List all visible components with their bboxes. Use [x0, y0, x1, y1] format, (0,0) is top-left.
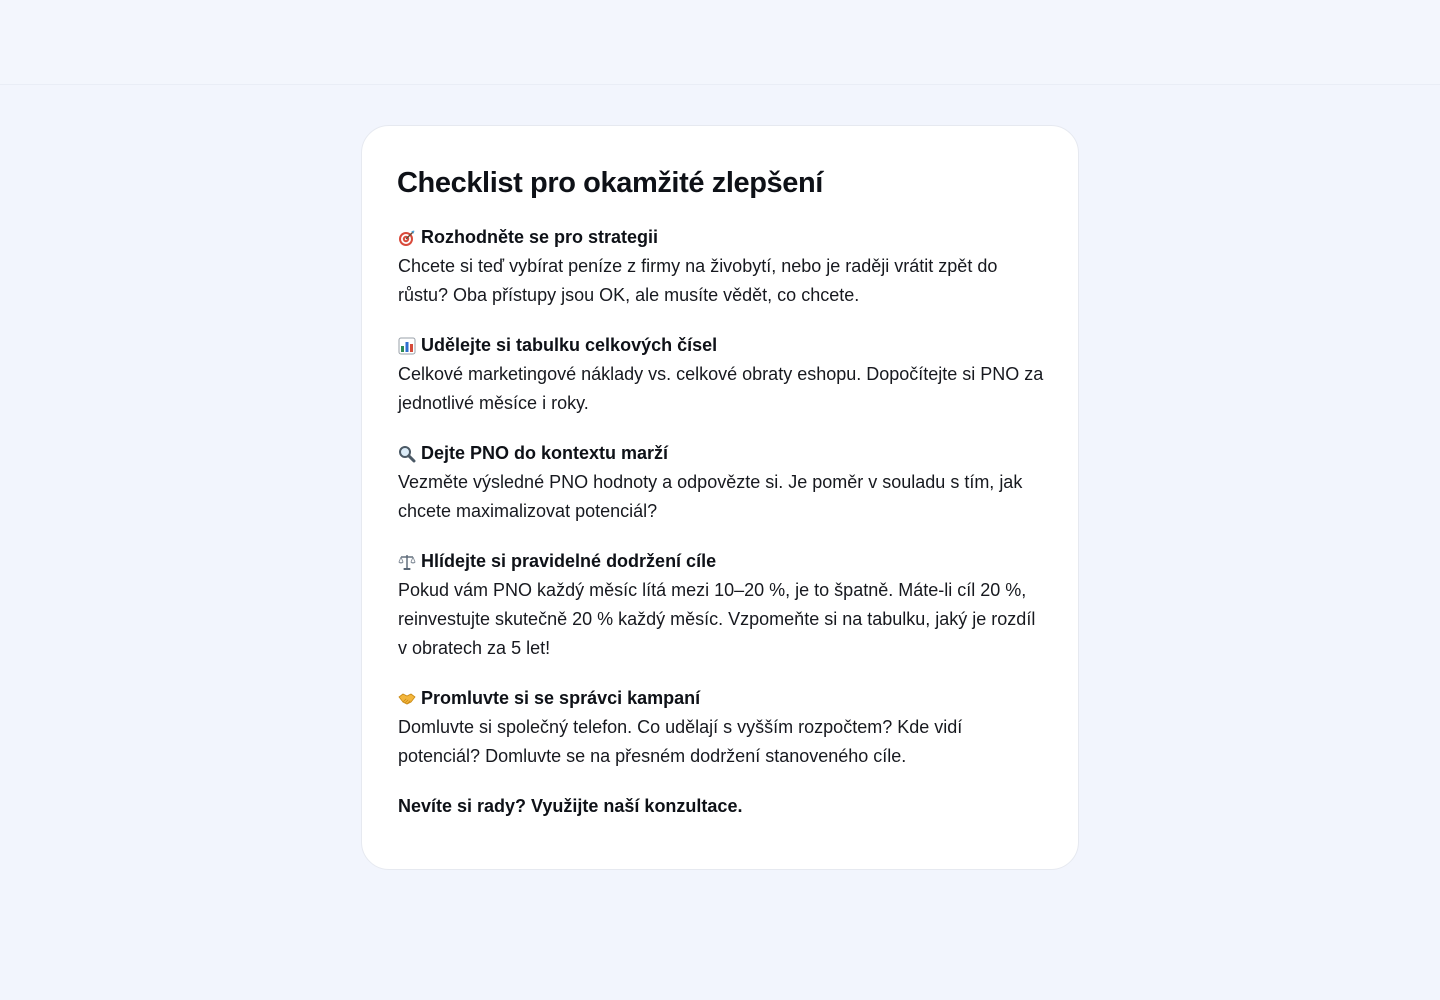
handshake-icon: [398, 690, 416, 708]
bar-chart-icon: [398, 337, 416, 355]
checklist-item-body: Chcete si teď vybírat peníze z firmy na živobytí, nebo je raději vrátit zpět do růstu? Oba přístupy jsou OK, ale musíte vědět, co chcete.: [398, 256, 998, 305]
checklist-item-heading: [398, 547, 1044, 576]
balance-scale-icon: [398, 553, 416, 571]
top-header-band: [0, 0, 1440, 85]
checklist-item-heading: [398, 331, 1044, 360]
checklist-item-heading-text: Dejte PNO do kontextu marží: [421, 443, 669, 463]
target-icon: [398, 229, 416, 247]
checklist-item-campaigns: [398, 684, 1044, 771]
checklist-item-heading: [398, 223, 1044, 252]
magnifier-icon: [398, 445, 416, 463]
checklist-item-body: Vezměte výsledné PNO hodnoty a odpovězte si. Je poměr v souladu s tím, jak chcete maximalizovat potenciál?: [398, 472, 1023, 521]
checklist-item-heading-text: Udělejte si tabulku celkových čísel: [421, 335, 718, 355]
checklist-item-body: Celkové marketingové náklady vs. celkové obraty eshopu. Dopočítejte si PNO za jednotlivé měsíce i roky.: [398, 364, 1044, 413]
checklist-item-table: [398, 331, 1044, 418]
checklist-item-heading-text: Promluvte si se správci kampaní: [421, 688, 701, 708]
checklist-item-heading-text: Hlídejte si pravidelné dodržení cíle: [421, 551, 717, 571]
consultation-cta-text: Nevíte si rady? Využijte naší konzultace.: [398, 796, 743, 816]
checklist-item-heading: [398, 684, 1044, 713]
checklist-item-heading: [398, 439, 1044, 468]
checklist-item-body: Domluvte si společný telefon. Co udělají s vyšším rozpočtem? Kde vidí potenciál? Domluvte se na přesném dodržení stanoveného cíle.: [398, 717, 963, 766]
checklist-item-body: Pokud vám PNO každý měsíc lítá mezi 10–20 %, je to špatně. Máte-li cíl 20 %, reinvestujte skutečně 20 % každý měsíc. Vzpomeňte si na tabulku, jaký je rozdíl v obratech za 5 let!: [398, 580, 1036, 658]
checklist-item-target: [398, 547, 1044, 663]
checklist-item-margins: [398, 439, 1044, 526]
checklist-item-strategy: [398, 223, 1044, 310]
checklist-item-heading-text: Rozhodněte se pro strategii: [421, 227, 659, 247]
checklist-title: Checklist pro okamžité zlepšení: [397, 167, 823, 199]
checklist-card: [361, 125, 1079, 870]
